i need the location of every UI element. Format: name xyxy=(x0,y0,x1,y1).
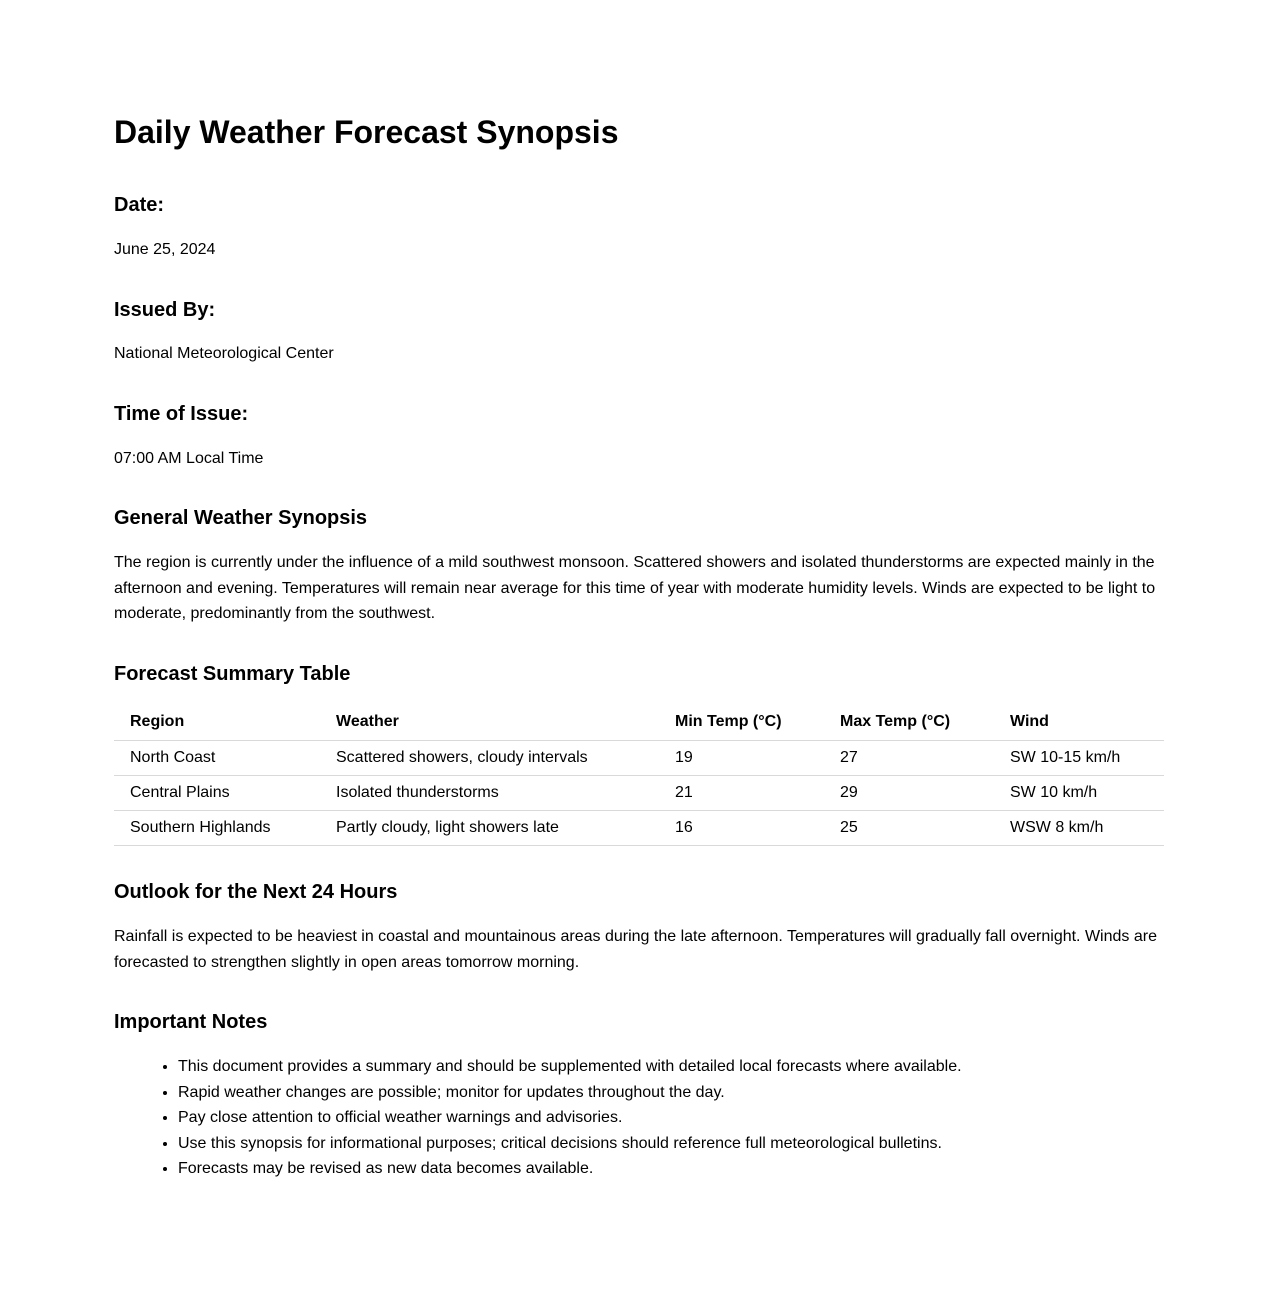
table-cell-max-temp: 27 xyxy=(824,740,994,775)
column-header-wind: Wind xyxy=(994,705,1164,740)
table-cell-wind: SW 10 km/h xyxy=(994,775,1164,810)
list-item: • Pay close attention to official weather warnings and advisories. xyxy=(178,1105,1164,1131)
table-cell-wind: SW 10-15 km/h xyxy=(994,740,1164,775)
list-item: • Use this synopsis for informational purposes; critical decisions should reference full meteorological bulletins. xyxy=(178,1131,1164,1157)
issued-by-value: National Meteorological Center xyxy=(114,345,334,362)
table-cell-wind: WSW 8 km/h xyxy=(994,810,1164,845)
notes-heading: Important Notes xyxy=(114,1011,268,1033)
outlook-heading: Outlook for the Next 24 Hours xyxy=(114,881,398,903)
time-of-issue-value: 07:00 AM Local Time xyxy=(114,450,264,467)
forecast-table xyxy=(114,705,1164,846)
table-row xyxy=(114,775,1164,810)
synopsis-heading: General Weather Synopsis xyxy=(114,507,368,529)
list-item: • Rapid weather changes are possible; monitor for updates throughout the day. xyxy=(178,1080,1164,1106)
table-row xyxy=(114,740,1164,775)
time-of-issue-label: Time of Issue: xyxy=(114,403,249,425)
table-cell-weather: Isolated thunderstorms xyxy=(320,775,659,810)
list-item: • This document provides a summary and should be supplemented with detailed local forecasts where available. xyxy=(178,1054,1164,1080)
column-header-weather: Weather xyxy=(320,705,659,740)
synopsis-text: The region is currently under the influence of a mild southwest monsoon. Scattered showers and isolated thunderstorms are expected mainly in the afternoon and evening. Temperatures will remain near average for this time of year with moderate humidity levels. Winds are expected to be light to moderate, predominantly from the southwest. xyxy=(114,554,1156,623)
table-cell-region: North Coast xyxy=(114,740,320,775)
forecast-table-heading: Forecast Summary Table xyxy=(114,663,351,685)
table-cell-weather: Partly cloudy, light showers late xyxy=(320,810,659,845)
column-header-min-temp: Min Temp (°C) xyxy=(659,705,824,740)
table-cell-min-temp: 19 xyxy=(659,740,824,775)
table-row xyxy=(114,810,1164,845)
notes-list xyxy=(114,1054,1164,1182)
issued-by-label: Issued By: xyxy=(114,299,216,321)
page-title: Daily Weather Forecast Synopsis xyxy=(114,114,619,150)
list-item: • Forecasts may be revised as new data becomes available. xyxy=(178,1156,1164,1182)
table-cell-min-temp: 16 xyxy=(659,810,824,845)
column-header-region: Region xyxy=(114,705,320,740)
date-label: Date: xyxy=(114,194,165,216)
date-value: June 25, 2024 xyxy=(114,241,216,258)
outlook-text: Rainfall is expected to be heaviest in coastal and mountainous areas during the late afternoon. Temperatures will gradually fall overnight. Winds are forecasted to strengthen slightly in open areas tomorrow morning. xyxy=(114,928,1157,971)
table-cell-region: Southern Highlands xyxy=(114,810,320,845)
table-cell-weather: Scattered showers, cloudy intervals xyxy=(320,740,659,775)
column-header-max-temp: Max Temp (°C) xyxy=(824,705,994,740)
table-header-row xyxy=(114,705,1164,740)
table-cell-max-temp: 29 xyxy=(824,775,994,810)
table-cell-min-temp: 21 xyxy=(659,775,824,810)
table-cell-max-temp: 25 xyxy=(824,810,994,845)
table-cell-region: Central Plains xyxy=(114,775,320,810)
